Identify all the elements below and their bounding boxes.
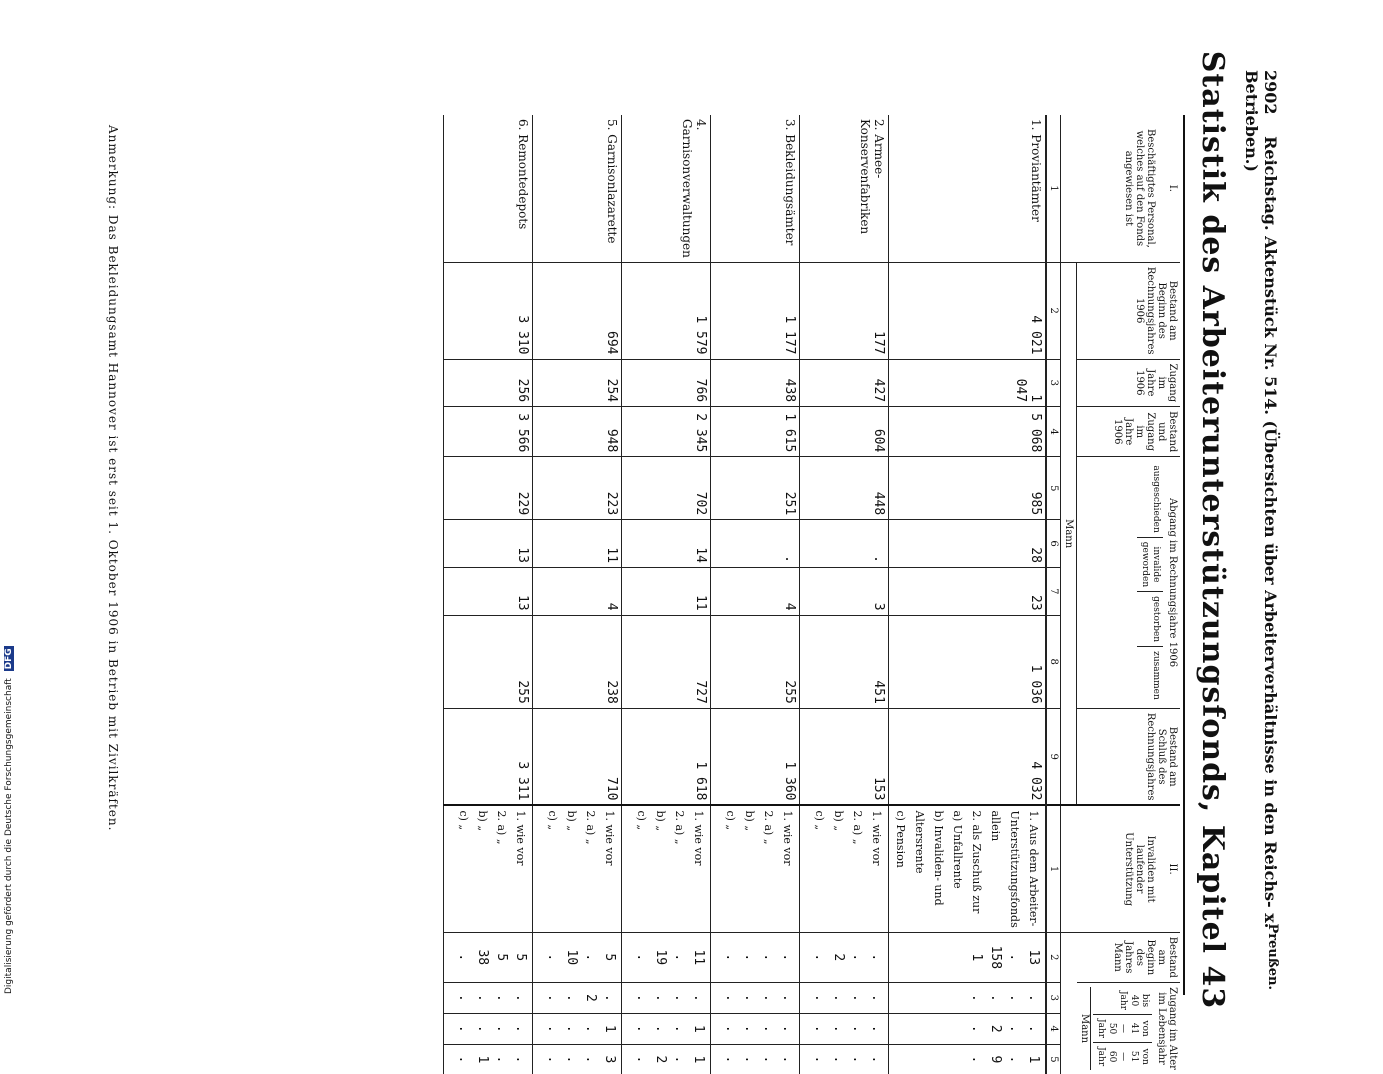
invalid-value-column (800, 1044, 889, 1074)
invalid-value: . (780, 993, 796, 1002)
invalid-value: 19 (653, 949, 669, 966)
value-cell: 14 (622, 520, 711, 568)
invalid-value: . (742, 1024, 758, 1033)
value-cell: 28 (889, 520, 1047, 568)
value-cell: 3 (800, 567, 889, 615)
invalid-value-column (711, 932, 800, 982)
invalid-value: . (545, 953, 561, 962)
section1-heading-text: Beschäftigtes Personal, welches auf den Fonds angewiesen ist (1123, 128, 1156, 248)
row-label: 1. Proviantämter (1029, 119, 1044, 222)
col-41-50: von 41—50 Jahr (1093, 1015, 1152, 1043)
invalid-value: . (634, 1024, 650, 1033)
value-cell: 1 177 (711, 262, 800, 359)
column-number: 4 (1047, 407, 1062, 457)
invalid-value: . (723, 953, 739, 962)
invalid-value-column (622, 1044, 711, 1074)
row-label: 3. Bekleidungsämter (783, 119, 798, 246)
invalid-value: . (831, 1055, 847, 1064)
invalid-category: b) „ (743, 810, 757, 832)
invalid-category: 2. a) „ (762, 810, 776, 845)
invalid-value: 2 (583, 993, 599, 1002)
invalid-value: 13 (1026, 949, 1042, 966)
invalid-value: 11 (691, 949, 707, 966)
invalid-value: . (831, 993, 847, 1002)
col-bis40: bis 40 Jahr (1118, 990, 1150, 1011)
invalid-value: . (456, 993, 472, 1002)
table-row (622, 115, 711, 1074)
invalid-value: . (969, 993, 985, 1002)
invalid-value: . (513, 1024, 529, 1033)
invalid-value: . (988, 993, 1004, 1002)
col-zugang: Zugang im Jahre 1906 (1077, 359, 1180, 407)
table-row (533, 115, 622, 1074)
invalid-value: 9 (988, 1055, 1004, 1064)
value-cell: 451 (800, 615, 889, 708)
row-label: 4. Garnisonverwaltungen (680, 119, 709, 258)
invalid-value-column (800, 1013, 889, 1044)
footnote: Anmerkung: Das Bekleidungsamt Hannover ist erst seit 1. Oktober 1906 in Betrieb mit Zivilkräften. (106, 125, 120, 832)
value-cell: 4 021 (889, 262, 1047, 359)
value-cell: 766 (622, 359, 711, 407)
invalid-value: . (723, 1024, 739, 1033)
invalid-value: . (634, 1055, 650, 1064)
zugang-alter-group (1077, 982, 1180, 1074)
invalid-value: . (672, 1055, 688, 1064)
invalid-value: . (494, 1055, 510, 1064)
top-rule (1183, 115, 1185, 995)
invalid-value-column (711, 1044, 800, 1074)
column-number: 5 (1047, 1044, 1062, 1074)
table-row (444, 115, 533, 1074)
invalid-value: . (869, 1024, 885, 1033)
value-cell: 251 (711, 457, 800, 520)
value-cell: 427 (800, 359, 889, 407)
invalid-value-column (800, 982, 889, 1013)
invalid-value-column (800, 932, 889, 982)
unit-mann-s1: Mann (1061, 262, 1077, 805)
invalid-value: . (672, 993, 688, 1002)
invalid-value: 1 (1026, 1055, 1042, 1064)
value-cell: 1 618 (622, 708, 711, 805)
invalid-value: . (602, 993, 618, 1002)
table-row (800, 115, 889, 1074)
column-number: 4 (1047, 1013, 1062, 1044)
invalid-value: . (1007, 1024, 1023, 1033)
value-cell: 11 (533, 520, 622, 568)
invalid-category: 2. a) „ (584, 810, 598, 845)
invalid-value: . (494, 1024, 510, 1033)
invalid-value: . (723, 1055, 739, 1064)
invalid-value: . (1026, 1024, 1042, 1033)
value-cell: 5 068 (889, 407, 1047, 457)
value-cell: 2 345 (622, 407, 711, 457)
invalid-value: . (475, 1024, 491, 1033)
invalid-value: . (564, 1024, 580, 1033)
invalid-category: 2. als Zuschuß zur a) Unfallrente (951, 810, 984, 914)
invalid-value: . (742, 993, 758, 1002)
value-cell: 13 (444, 567, 533, 615)
section2-heading (1077, 805, 1180, 932)
invalid-value-column (711, 1013, 800, 1044)
value-cell: 4 (533, 567, 622, 615)
invalid-value-column (533, 982, 622, 1013)
invalid-category: b) „ (654, 810, 668, 832)
value-cell: 254 (533, 359, 622, 407)
invalid-value: 5 (602, 953, 618, 962)
dfg-credit (4, 604, 16, 994)
invalid-value: . (545, 1055, 561, 1064)
invalid-value: 158 (988, 945, 1004, 970)
invalid-category: 1. wie vor (870, 810, 884, 866)
invalid-value: . (456, 1055, 472, 1064)
value-cell: 255 (711, 615, 800, 708)
invalid-value: . (583, 953, 599, 962)
invalid-value-column (444, 1044, 533, 1074)
invalid-value: . (564, 1055, 580, 1064)
invalid-value-column (622, 1013, 711, 1044)
col-bestand-schluss: Bestand am Schluß des Rechnungsjahres (1077, 708, 1180, 805)
value-cell: . (711, 520, 800, 568)
invalid-value: . (780, 1024, 796, 1033)
invalid-value-column (444, 982, 533, 1013)
row-label: 2. Armee-Konservenfabriken (858, 119, 887, 235)
invalid-value: . (691, 993, 707, 1002)
table-header-row (1077, 115, 1180, 1074)
invalid-category: 1. wie vor (692, 810, 706, 866)
invalid-categories (533, 805, 622, 932)
invalid-value: . (780, 953, 796, 962)
value-cell: 604 (800, 407, 889, 457)
invalid-value: . (780, 1055, 796, 1064)
invalid-category: 1. wie vor (514, 810, 528, 866)
dfg-logo: DFG (4, 648, 14, 670)
value-cell: 238 (533, 615, 622, 708)
rotated-document (60, 30, 1290, 1070)
table-row (889, 115, 1047, 1074)
invalid-value-column (533, 932, 622, 982)
invalid-value: . (869, 953, 885, 962)
invalid-value: 1 (969, 953, 985, 962)
invalid-category: b) Invaliden- und Altersrente (913, 810, 946, 906)
invalid-value: . (545, 993, 561, 1002)
col-51-60: von 51—60 Jahr (1093, 1043, 1152, 1071)
invalid-value: . (1007, 1055, 1023, 1064)
invalid-value: 2 (831, 953, 847, 962)
invalid-value: . (513, 993, 529, 1002)
value-cell: 948 (533, 407, 622, 457)
column-number: 3 (1047, 359, 1062, 407)
invalid-value: . (850, 953, 866, 962)
invalid-value: 10 (564, 949, 580, 966)
value-cell: 223 (533, 457, 622, 520)
value-cell: 11 (622, 567, 711, 615)
column-number: 5 (1047, 457, 1062, 520)
invalid-value: 1 (475, 1055, 491, 1064)
section1-heading (1077, 115, 1180, 262)
value-cell: 4 (711, 567, 800, 615)
value-cell: 153 (800, 708, 889, 805)
invalid-value: . (831, 1024, 847, 1033)
invalid-value-column (711, 982, 800, 1013)
value-cell: 710 (533, 708, 622, 805)
invalid-value-column (889, 1013, 1047, 1044)
unit-row (1061, 115, 1077, 1074)
invalid-categories (711, 805, 800, 932)
invalid-categories (444, 805, 533, 932)
invalid-value: . (672, 1024, 688, 1033)
invalid-categories (889, 805, 1047, 932)
invalid-category: 1. wie vor (603, 810, 617, 866)
invalid-value: . (1007, 993, 1023, 1002)
invalid-value-column (533, 1044, 622, 1074)
invalid-value: . (850, 1055, 866, 1064)
invalid-value: 1 (691, 1055, 707, 1064)
column-number: 3 (1047, 982, 1062, 1013)
invalid-value: . (494, 993, 510, 1002)
invalid-value-column (889, 982, 1047, 1013)
value-cell: 3 566 (444, 407, 533, 457)
invalid-value: . (653, 1024, 669, 1033)
invalid-value-column (622, 982, 711, 1013)
row-label: 6. Remontedepots (516, 119, 531, 230)
invalid-value-column (622, 932, 711, 982)
page-title: Statistik des Arbeiterunterstützungsfonds, Kapitel 43 (1195, 50, 1230, 1010)
invalid-value: 5 (513, 953, 529, 962)
col-invalide: invalide geworden (1137, 537, 1163, 591)
invalid-category: c) Pension (894, 810, 908, 868)
value-cell: 256 (444, 359, 533, 407)
value-cell: 4 032 (889, 708, 1047, 805)
value-cell: 255 (444, 615, 533, 708)
invalid-value: . (869, 993, 885, 1002)
invalid-value: . (475, 993, 491, 1002)
invalid-value: . (850, 993, 866, 1002)
invalid-value: 3 (602, 1055, 618, 1064)
invalid-value: . (545, 1024, 561, 1033)
zugang-alter-subheaders (1093, 987, 1152, 1070)
invalid-value: . (742, 1055, 758, 1064)
invalid-value: . (513, 1055, 529, 1064)
column-number: 8 (1047, 615, 1062, 708)
invalid-category: b) „ (476, 810, 490, 832)
invalid-value-column (444, 932, 533, 982)
abgang-group-label: Abgang im Rechnungsjahre 1906 (1167, 498, 1178, 668)
invalid-value-column (889, 1044, 1047, 1074)
invalid-value: 38 (475, 949, 491, 966)
invalid-categories (622, 805, 711, 932)
value-cell: 13 (444, 520, 533, 568)
section2-roman: II. (1167, 863, 1178, 875)
value-cell: 1 360 (711, 708, 800, 805)
invalid-value: . (969, 1024, 985, 1033)
abgang-group (1077, 457, 1180, 708)
invalid-value: . (564, 993, 580, 1002)
column-number: 1 (1047, 805, 1062, 932)
section2-heading-text: Invaliden mit laufender Unterstützung (1123, 832, 1156, 906)
invalid-value: . (812, 1024, 828, 1033)
column-number: 9 (1047, 708, 1062, 805)
zugang-alter-label: Zugang im Alter im Lebensjahr (1156, 987, 1178, 1070)
table-row (711, 115, 800, 1074)
invalid-value: . (583, 1055, 599, 1064)
column-number: 2 (1047, 932, 1062, 982)
invalid-value: . (812, 993, 828, 1002)
invalid-value: . (1007, 953, 1023, 962)
invalid-category: c) „ (813, 810, 827, 831)
value-cell: 1 579 (622, 262, 711, 359)
col-zusammen: zusammen (1137, 647, 1163, 704)
value-cell: 985 (889, 457, 1047, 520)
value-cell: 3 310 (444, 262, 533, 359)
col-bestand-zugang: Bestand und Zugang im Jahre 1906 (1077, 407, 1180, 457)
invalid-value: . (634, 953, 650, 962)
invalid-value: 2 (988, 1024, 1004, 1033)
invalid-category: c) „ (724, 810, 738, 831)
state-label: Preußen. (1265, 923, 1280, 990)
invalid-value: . (812, 1055, 828, 1064)
col-s2-unit: Mann (1112, 942, 1123, 972)
value-cell: 702 (622, 457, 711, 520)
column-number: 2 (1047, 262, 1062, 359)
value-cell: 727 (622, 615, 711, 708)
value-cell: 3 311 (444, 708, 533, 805)
invalid-categories (800, 805, 889, 932)
invalid-value: 5 (494, 953, 510, 962)
section1-roman: I. (1167, 184, 1178, 192)
invalid-value-column (889, 932, 1047, 982)
invalid-category: b) „ (832, 810, 846, 832)
abgang-subheaders (1137, 461, 1163, 703)
invalid-category: 2. a) „ (851, 810, 865, 845)
row-label: 5. Garnisonlazarette (605, 119, 620, 244)
invalid-value: . (723, 993, 739, 1002)
col-bestand-beginn: Bestand am Beginn des Rechnungsjahres 1906 (1077, 262, 1180, 359)
col-s2-bestand-label: Bestand am Beginn des Jahres (1123, 936, 1178, 978)
invalid-category: b) „ (565, 810, 579, 832)
value-cell: 1 036 (889, 615, 1047, 708)
column-number-row (1047, 115, 1062, 1074)
invalid-value: . (583, 1024, 599, 1033)
invalid-category: c) „ (546, 810, 560, 831)
value-cell: 448 (800, 457, 889, 520)
value-cell: 1 047 (889, 359, 1047, 407)
invalid-value: . (761, 993, 777, 1002)
invalid-category: c) „ (635, 810, 649, 831)
unit-mann: Mann (1079, 987, 1091, 1070)
invalid-value: 1 (691, 1024, 707, 1033)
invalid-value: 2 (653, 1055, 669, 1064)
invalid-category: 2. a) „ (495, 810, 509, 845)
value-cell: 177 (800, 262, 889, 359)
invalid-category: c) „ (457, 810, 471, 831)
running-head: Reichstag. Aktenstück Nr. 514. (Übersichten über Arbeiterverhältnisse in den Reichs- x. Betrieben.) (1242, 70, 1280, 929)
value-cell: 438 (711, 359, 800, 407)
invalid-value: . (761, 953, 777, 962)
invalid-category: 1. wie vor (781, 810, 795, 866)
invalid-value: . (456, 1024, 472, 1033)
table-body (444, 115, 1047, 1074)
invalid-value: . (850, 1024, 866, 1033)
column-number: 1 (1047, 115, 1062, 262)
page-number: 2902 (1261, 70, 1280, 115)
invalid-value: . (672, 953, 688, 962)
col-s2-bestand (1077, 932, 1180, 982)
invalid-category: 1. Aus dem Arbeiter-Unterstützungsfonds allein (989, 810, 1041, 928)
invalid-value: . (456, 953, 472, 962)
statistics-table (444, 115, 1181, 1074)
invalid-value: . (969, 1055, 985, 1064)
invalid-value: . (812, 953, 828, 962)
invalid-value: . (653, 993, 669, 1002)
col-gestorben: gestorben (1137, 592, 1163, 647)
invalid-category: 2. a) „ (673, 810, 687, 845)
invalid-value: . (634, 993, 650, 1002)
invalid-value: . (761, 1024, 777, 1033)
value-cell: 1 615 (711, 407, 800, 457)
invalid-value: . (1026, 993, 1042, 1002)
value-cell: 229 (444, 457, 533, 520)
value-cell: . (800, 520, 889, 568)
column-number: 6 (1047, 520, 1062, 568)
invalid-value-column (444, 1013, 533, 1044)
invalid-value: . (761, 1055, 777, 1064)
invalid-value-column (533, 1013, 622, 1044)
column-number: 7 (1047, 567, 1062, 615)
col-ausgeschieden: ausgeschieden (1151, 465, 1161, 533)
invalid-value: 1 (602, 1024, 618, 1033)
invalid-value: . (742, 953, 758, 962)
invalid-value: . (869, 1055, 885, 1064)
page-header (1242, 70, 1280, 1030)
value-cell: 23 (889, 567, 1047, 615)
value-cell: 694 (533, 262, 622, 359)
dfg-credit-text: Digitalisierung gefördert durch die Deutsche Forschungsgemeinschaft (4, 678, 14, 994)
